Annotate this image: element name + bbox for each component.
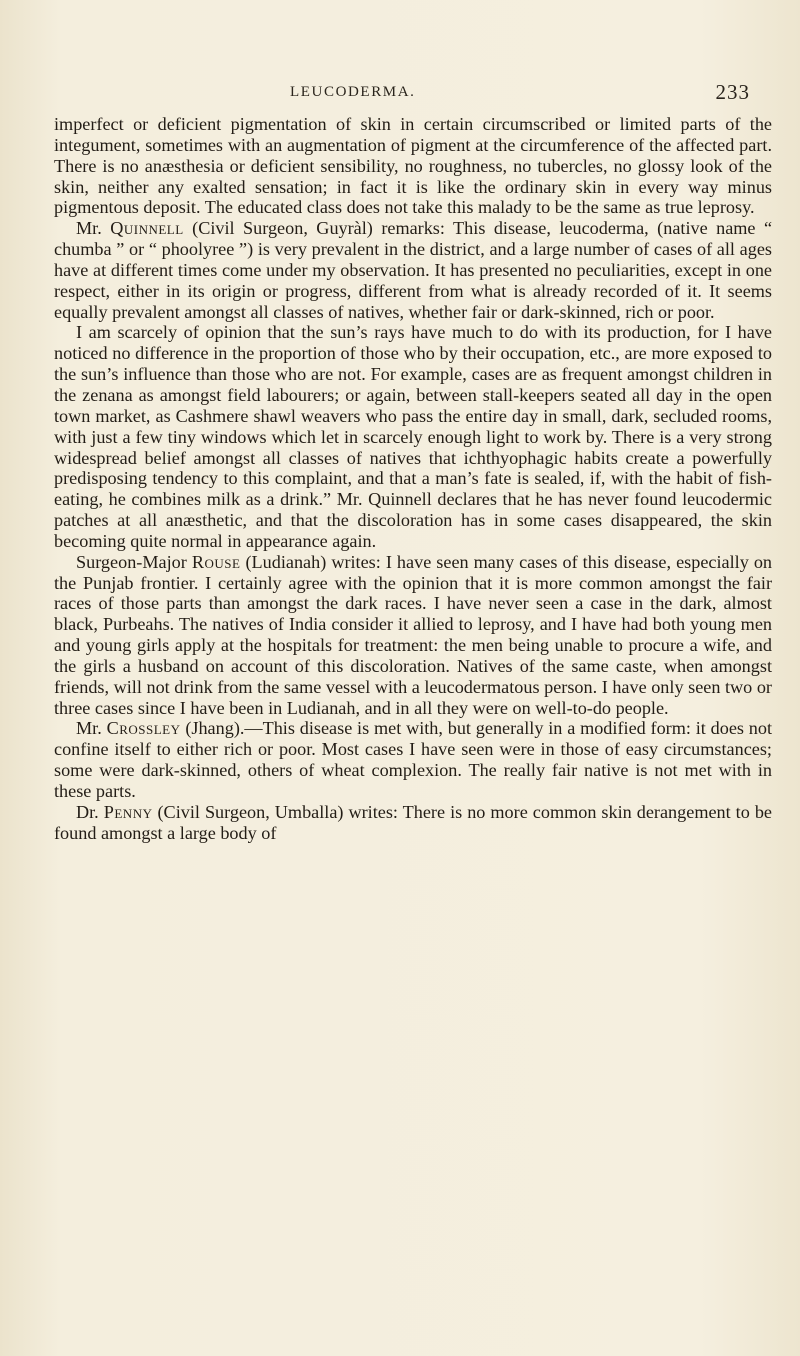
author-prefix: Dr. bbox=[76, 801, 99, 822]
author-name: Quinnell bbox=[110, 218, 184, 239]
paragraph-text: (Ludianah) writes: I have seen many cases of this disease, especially on the Punjab frontier. I certainly agree with the opinion that it is more common amongst the fair races of those parts than amongst the dark races. I have never seen a case in the dark, almost black, Purbeahs. The natives of India consider it allied to leprosy, and I have had both young men and young girls apply at the hospitals for treatment: the men being unable to procure a wife, and the girls a husband on account of this discoloration. Natives of the same caste, when amongst friends, will not drink from the same vessel with a leucodermatous person. I have only seen two or three cases since I have been in Ludianah, and in all they were on well-to-do people. bbox=[54, 551, 773, 718]
author-prefix: Mr. bbox=[76, 218, 102, 239]
paragraph-text: (Civil Surgeon, Guyràl) remarks: This disease, leucoderma, (native name “ chumba ” or “ phoolyree ”) is very prevalent in the district, and a large number of cases of all ages have at different times come under my observation. It has presented no peculiarities, except in one respect, either in its origin or progress, different from what is already recorded of it. It seems equally prevalent amongst all classes of natives, whether fair or dark-skinned, rich or poor. bbox=[54, 218, 773, 322]
running-title: LEUCODERMA. bbox=[290, 84, 416, 100]
paragraph-text: (Jhang).—This disease is met with, but generally in a modified form: it does not confine itself to either rich or poor. Most cases I have seen were in those of easy circumstances; some were dark-skinned, others of wheat complexion. The really fair native is not met with in these parts. bbox=[54, 718, 773, 801]
paragraph bbox=[54, 114, 772, 218]
paragraph bbox=[54, 802, 772, 844]
body-text bbox=[54, 114, 772, 844]
page-header bbox=[290, 80, 750, 106]
paragraph bbox=[54, 322, 772, 551]
author-prefix: Surgeon-Major bbox=[76, 551, 187, 572]
paragraph bbox=[54, 218, 772, 322]
author-name: Rouse bbox=[191, 551, 241, 572]
paragraph-text: imperfect or deficient pigmentation of skin in certain circumscribed or limited parts of the integument, sometimes with an augmentation of pigment at the circumference of the affected part. There is no anæsthesia or deficient sensibility, no roughness, no tubercles, no glossy look of the skin, neither any exalted sensation; in fact it is like the ordinary skin in every way minus pigmentous deposit. The educated class does not take this malady to be the same as true leprosy. bbox=[54, 114, 772, 218]
paragraph bbox=[54, 552, 772, 719]
paragraph-text: I am scarcely of opinion that the sun’s rays have much to do with its production, for I have noticed no difference in the proportion of those who by their occupation, etc., are more exposed to the sun’s influence than those who are not. For example, cases are as frequent amongst children in the zenana as amongst field labourers; or again, between stall-keepers seated all day in the open town market, as Cashmere shawl weavers who pass the entire day in small, dark, secluded rooms, with just a few tiny windows which let in scarcely enough light to work by. There is a very strong widespread belief amongst all classes of natives that ichthyophagic habits create a powerfully predisposing tendency to this complaint, and that a man’s fate is sealed, if, with the habit of fish-eating, he combines milk as a drink.” Mr. Quinnell declares that he has never found leucodermic patches at all anæsthetic, and that the discoloration has in some cases disappeared, the skin becoming quite normal in appearance again. bbox=[54, 322, 772, 551]
paragraph bbox=[54, 718, 772, 801]
author-name: Crossley bbox=[106, 718, 181, 739]
page-number: 233 bbox=[715, 80, 750, 104]
paragraph-text: (Civil Surgeon, Umballa) writes: There is no more common skin derangement to be found amongst a large body of bbox=[54, 801, 773, 843]
author-name: Penny bbox=[103, 801, 153, 822]
author-prefix: Mr. bbox=[76, 718, 102, 739]
